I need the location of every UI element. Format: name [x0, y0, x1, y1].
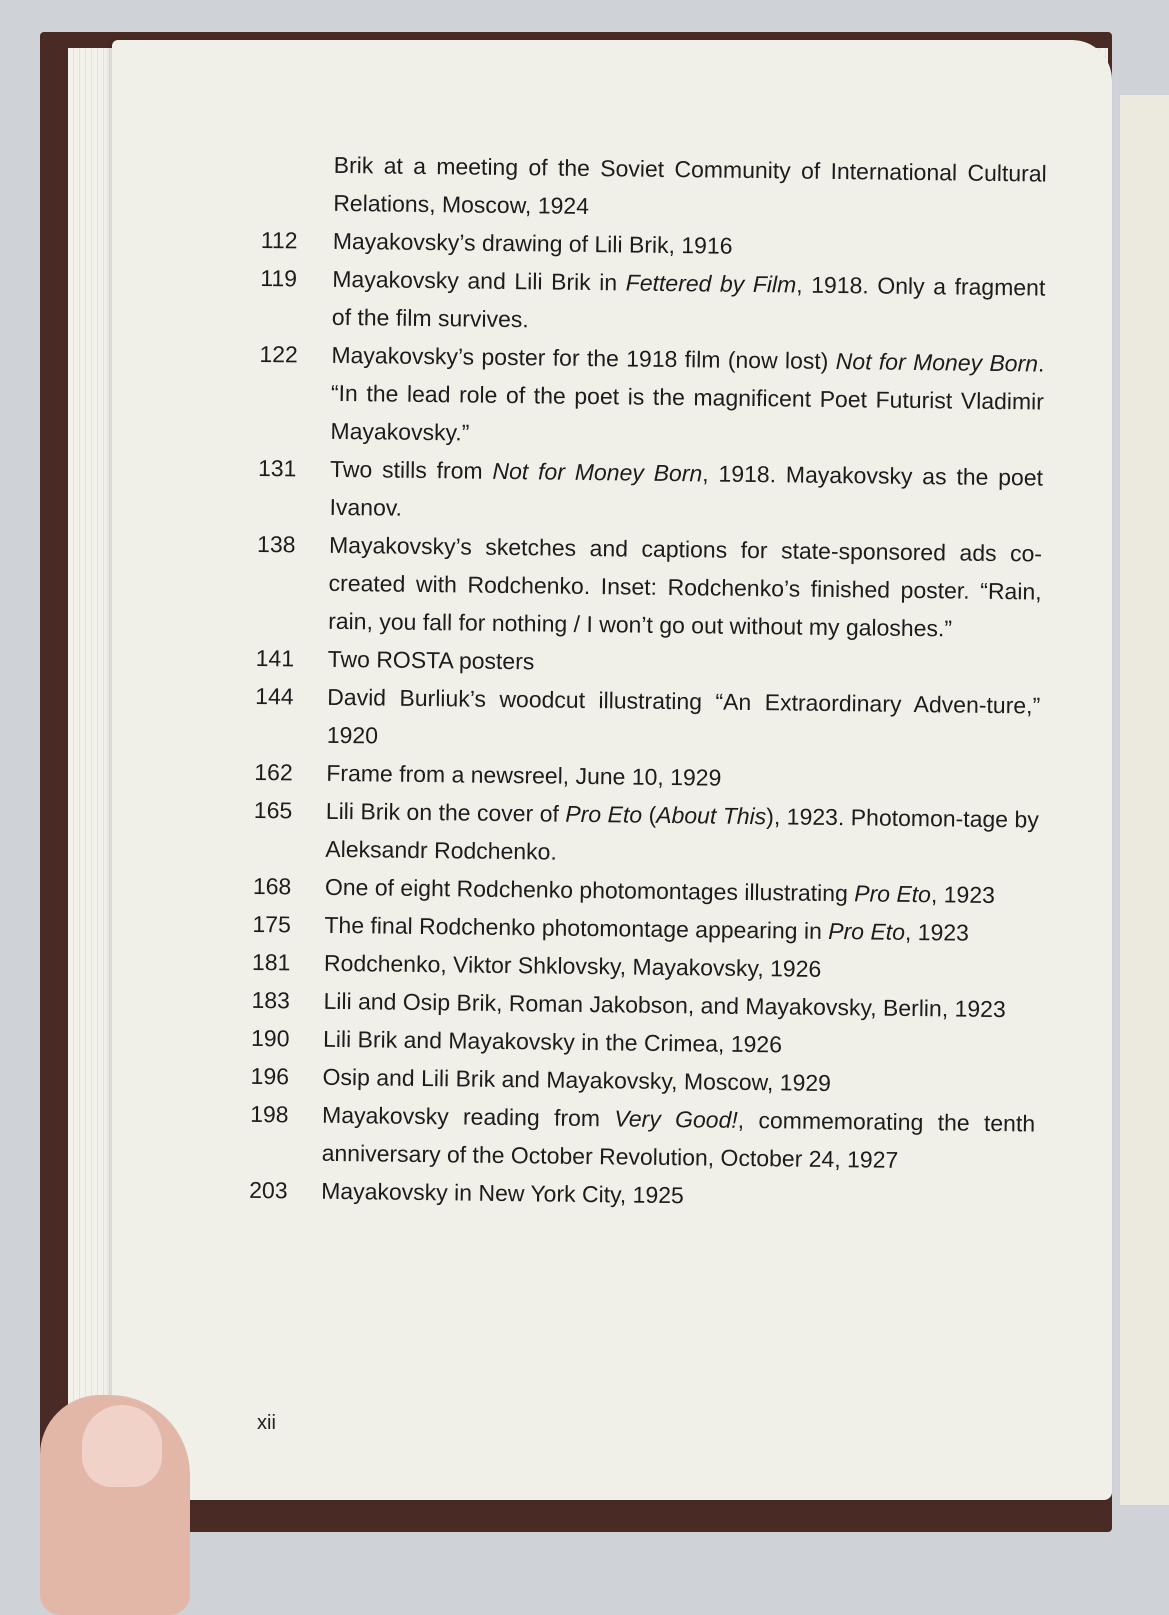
- page-ref-number: 183: [251, 986, 291, 1014]
- caption-text: [329, 450, 1043, 535]
- page-ref-number: 190: [250, 1024, 290, 1052]
- caption-text: [333, 146, 1047, 231]
- page-ref-number: 112: [260, 226, 298, 254]
- caption-text: [321, 1096, 1035, 1181]
- list-item: [253, 791, 1039, 877]
- page-ref-number: 181: [251, 948, 291, 976]
- caption-fragment: , 1923: [930, 881, 996, 909]
- caption-fragment: Mayakovsky in New York City, 1925: [321, 1177, 684, 1209]
- caption-fragment: Mayakovsky’s sketches and captions for state-sponsored ads co-created with Rodchenko. Inset: Rodchenko’s finished poster. “Rain, rain, you fall for nothing / I won’t go out without my galoshes.”: [328, 531, 1043, 642]
- list-item: [257, 449, 1043, 535]
- caption-fragment: Mayakovsky’s drawing of Lili Brik, 1916: [332, 227, 733, 259]
- caption-fragment: , 1918. Mayakovsky as the poet Ivanov.: [329, 460, 1044, 521]
- page-ref-number: 196: [250, 1062, 290, 1090]
- italic-title: Not for Money Born: [492, 457, 703, 487]
- caption-text: [330, 336, 1044, 459]
- italic-title: Not for Money Born: [835, 348, 1039, 377]
- caption-text: [327, 678, 1041, 763]
- list-item: [249, 1095, 1035, 1181]
- caption-fragment: Two ROSTA posters: [327, 645, 535, 675]
- caption-fragment: Frame from a newsreel, June 10, 1929: [326, 759, 722, 791]
- page-ref-number: 198: [250, 1100, 289, 1128]
- italic-title: Fettered by Film: [625, 269, 797, 298]
- caption-fragment: Rodchenko, Viktor Shklovsky, Mayakovsky, 1926: [323, 949, 822, 982]
- caption-text: [321, 1172, 1034, 1219]
- caption-fragment: , commemorating the tenth anniversary of the October Revolution, October 24, 1927: [321, 1106, 1036, 1173]
- italic-title: About This: [656, 801, 767, 830]
- facing-page: [1120, 95, 1169, 1505]
- page-ref-number: 119: [260, 264, 298, 292]
- caption-fragment: (: [641, 801, 657, 828]
- list-item: [260, 259, 1046, 345]
- thumbnail-nail: [82, 1405, 162, 1487]
- caption-fragment: One of eight Rodchenko photomontages illustrating: [324, 873, 855, 907]
- page-ref-number: 122: [259, 340, 298, 368]
- caption-fragment: Mayakovsky reading from: [321, 1101, 615, 1132]
- illustration-list: [249, 145, 1047, 1219]
- caption-text: [325, 792, 1039, 877]
- caption-fragment: David Burliuk’s woodcut illustrating “An Extraordinary Adven-ture,” 1920: [326, 683, 1041, 749]
- page-ref-number: 162: [254, 758, 293, 786]
- italic-title: Pro Eto: [565, 800, 643, 828]
- caption-fragment: Lili Brik and Mayakovsky in the Crimea, 1926: [322, 1025, 783, 1058]
- page-ref-number: 131: [257, 454, 297, 482]
- book-page: [112, 40, 1112, 1500]
- caption-fragment: Brik at a meeting of the Soviet Community of International Cultural Relations, Moscow, 1924: [333, 151, 1047, 219]
- caption-fragment: . “In the lead role of the poet is the magnificent Poet Futurist Vladimir Mayakovsky.”: [330, 350, 1045, 446]
- caption-fragment: Osip and Lili Brik and Mayakovsky, Moscow, 1929: [322, 1063, 832, 1097]
- page-number: xii: [257, 1412, 276, 1434]
- page-ref-number: 144: [255, 682, 294, 710]
- caption-fragment: , 1918. Only a fragment of the film survives.: [331, 271, 1046, 333]
- italic-title: Pro Eto: [828, 917, 906, 945]
- list-item: [258, 335, 1044, 459]
- page-ref-number: 168: [252, 872, 292, 900]
- page-ref-number: 175: [252, 910, 292, 938]
- caption-text: [332, 260, 1046, 345]
- caption-text: [328, 526, 1042, 649]
- caption-fragment: , 1923: [904, 918, 970, 946]
- italic-title: Pro Eto: [854, 880, 932, 908]
- list-item: [261, 145, 1047, 231]
- caption-fragment: Lili and Osip Brik, Roman Jakobson, and Mayakovsky, Berlin, 1923: [323, 987, 1006, 1023]
- page-ref-number: 141: [255, 644, 295, 672]
- italic-title: Very Good!: [614, 1105, 738, 1133]
- page-ref-number: 203: [249, 1176, 288, 1204]
- list-item: [256, 525, 1042, 649]
- list-item: [255, 677, 1041, 763]
- caption-fragment: Mayakovsky’s poster for the 1918 film (now lost): [331, 341, 836, 375]
- caption-fragment: Two stills from: [329, 455, 493, 484]
- caption-fragment: The final Rodchenko photomontage appearing in: [324, 911, 829, 944]
- caption-fragment: Lili Brik on the cover of: [325, 797, 566, 827]
- page-ref-number: 138: [256, 530, 296, 558]
- caption-fragment: Mayakovsky and Lili Brik in: [332, 265, 626, 296]
- page-ref-number: [262, 145, 334, 146]
- caption-fragment: ), 1923. Photomon-tage by Aleksandr Rodchenko.: [325, 803, 1039, 865]
- page-ref-number: 165: [253, 796, 293, 824]
